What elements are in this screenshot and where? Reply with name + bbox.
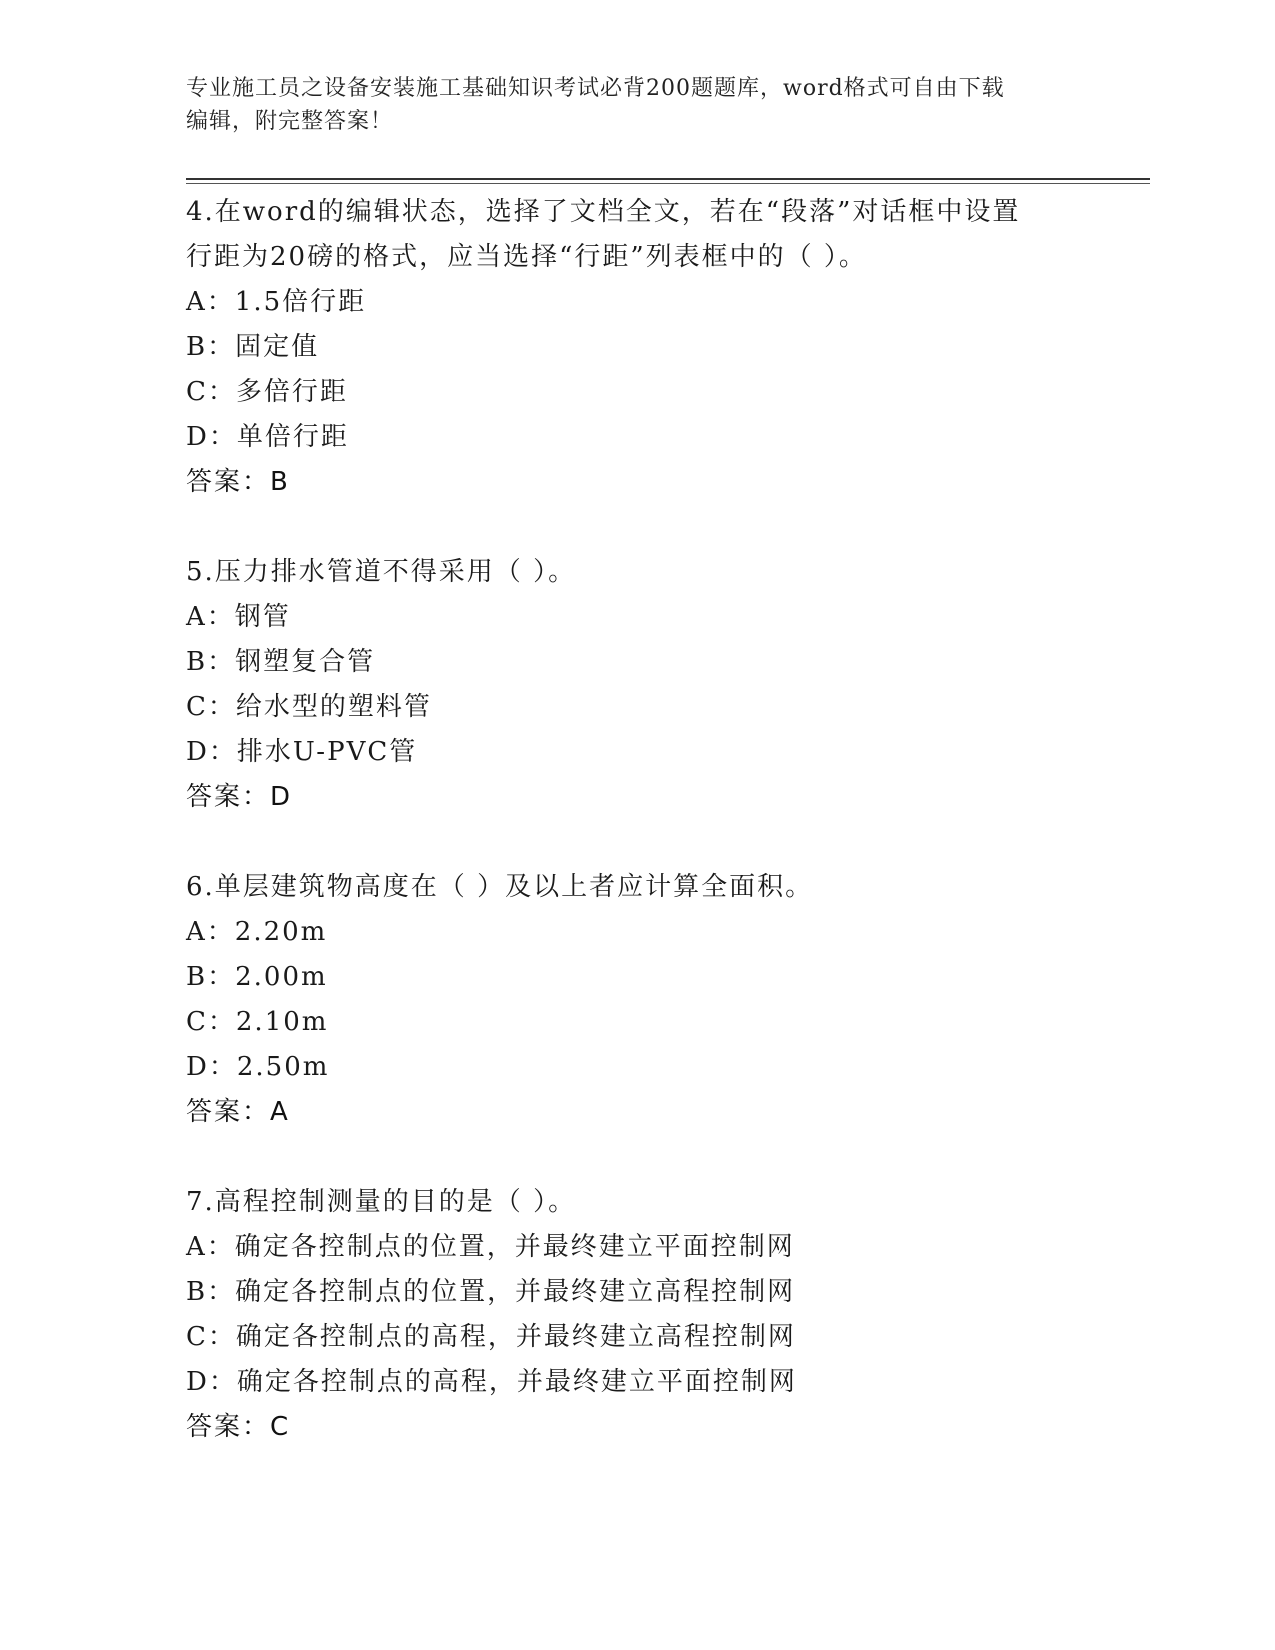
option-d: D：单倍行距: [186, 422, 349, 452]
question-text: 5.压力排水管道不得采用（ ）。: [186, 557, 577, 587]
question-text: 6.单层建筑物高度在（ ）及以上者应计算全面积。: [186, 872, 814, 902]
header-line-2: 编辑，附完整答案！: [186, 109, 394, 134]
option-a: A：1.5倍行距: [186, 287, 367, 317]
header-line-1: 专业施工员之设备安装施工基础知识考试必背200题题库，word格式可自由下载: [186, 76, 1005, 101]
option-b: B：确定各控制点的位置，并最终建立高程控制网: [186, 1277, 796, 1307]
question-text: 7.高程控制测量的目的是（ ）。: [186, 1187, 577, 1217]
question-5: [186, 550, 1146, 820]
option-d: D：2.50m: [186, 1052, 330, 1082]
document-header: [186, 72, 1086, 138]
question-4: [186, 190, 1146, 505]
question-text: 4.在word的编辑状态，选择了文档全文，若在“段落”对话框中设置: [186, 197, 1021, 227]
option-b: B：钢塑复合管: [186, 647, 376, 677]
answer: 答案：B: [186, 467, 290, 497]
option-c: C：多倍行距: [186, 377, 348, 407]
option-d: D：排水U-PVC管: [186, 737, 418, 767]
option-b: B：固定值: [186, 332, 320, 362]
answer: 答案：C: [186, 1412, 291, 1442]
header-divider-thin: [186, 183, 1150, 184]
answer: 答案：D: [186, 782, 293, 812]
question-list: [186, 190, 1146, 1450]
option-c: C：2.10m: [186, 1007, 329, 1037]
option-a: A：钢管: [186, 602, 291, 632]
option-a: A：确定各控制点的位置，并最终建立平面控制网: [186, 1232, 795, 1262]
spacer: [186, 505, 1146, 550]
header-divider-thick: [186, 178, 1150, 180]
option-c: C：确定各控制点的高程，并最终建立高程控制网: [186, 1322, 796, 1352]
spacer: [186, 1135, 1146, 1180]
option-d: D：确定各控制点的高程，并最终建立平面控制网: [186, 1367, 797, 1397]
answer: 答案：A: [186, 1097, 290, 1127]
option-a: A：2.20m: [186, 917, 328, 947]
option-c: C：给水型的塑料管: [186, 692, 432, 722]
spacer: [186, 820, 1146, 865]
option-b: B：2.00m: [186, 962, 328, 992]
question-text: 行距为20磅的格式，应当选择“行距”列表框中的（ ）。: [186, 242, 867, 272]
question-7: [186, 1180, 1146, 1450]
question-6: [186, 865, 1146, 1135]
